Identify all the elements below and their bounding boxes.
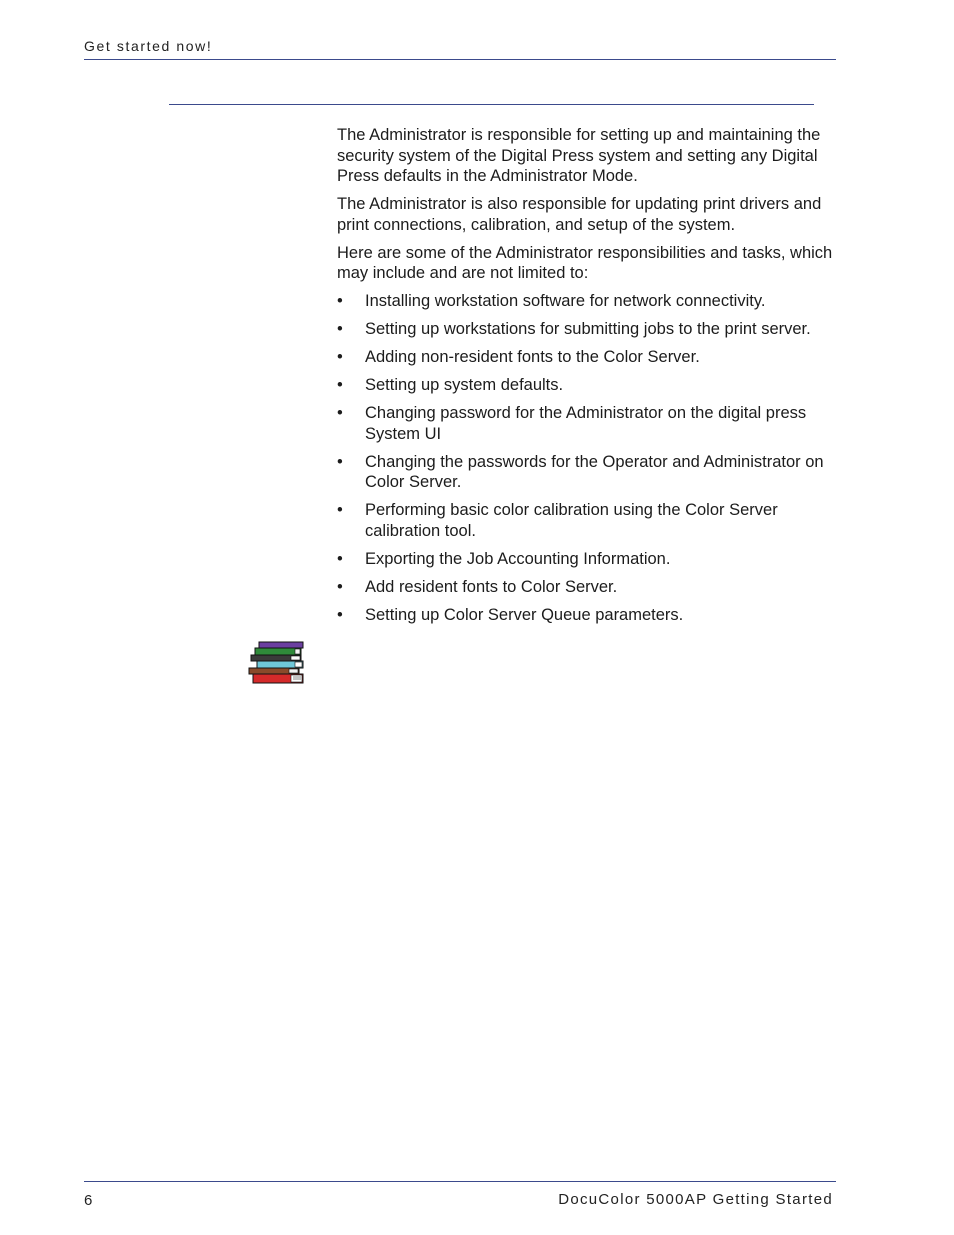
bullet: •	[337, 320, 343, 338]
list-item	[337, 577, 837, 598]
list-item-text: Setting up system defaults.	[365, 376, 564, 394]
books-icon	[247, 640, 307, 688]
bullet: •	[337, 501, 343, 519]
paragraph-responsibility: The Administrator is responsible for setting up and maintaining the security system of the Digital Press system and setting any Digital Press defaults in the Administrator Mode.	[337, 126, 821, 185]
list-item-text: Setting up workstations for submitting jobs to the print server.	[365, 320, 811, 338]
bullet: •	[337, 292, 343, 310]
document-title: DocuColor 5000AP Getting Started	[558, 1191, 833, 1208]
list-item	[337, 375, 837, 396]
list-item	[337, 549, 837, 570]
main-content	[337, 125, 837, 633]
list-item-text: Changing password for the Administrator on the digital press System UI	[365, 404, 807, 443]
list-item-text: Performing basic color calibration using the Color Server calibration tool.	[365, 501, 778, 540]
list-item	[337, 291, 837, 312]
list-item	[337, 403, 837, 444]
bullet: •	[337, 376, 343, 394]
list-item-text: Exporting the Job Accounting Information.	[365, 549, 671, 568]
section-divider	[169, 104, 814, 105]
list-item	[337, 500, 837, 541]
running-header: Get started now!	[84, 38, 213, 54]
bullet: •	[337, 577, 343, 596]
list-item	[337, 347, 837, 368]
bullet: •	[337, 452, 343, 471]
list-item-text: Installing workstation software for network connectivity.	[365, 292, 766, 310]
paragraph-updates: The Administrator is also responsible for updating print drivers and print connections, calibration, and setup of the system.	[337, 195, 822, 234]
header-divider	[84, 59, 836, 60]
list-item	[337, 319, 837, 340]
list-item	[337, 605, 837, 626]
list-item-text: Adding non-resident fonts to the Color Server.	[365, 348, 700, 366]
task-list	[337, 291, 837, 625]
list-item-text: Setting up Color Server Queue parameters.	[365, 605, 684, 624]
page-number: 6	[84, 1192, 93, 1209]
list-item	[337, 452, 837, 493]
list-item-text: Changing the passwords for the Operator and Administrator on Color Server.	[365, 452, 824, 491]
list-item-text: Add resident fonts to Color Server.	[365, 577, 618, 596]
bullet: •	[337, 549, 343, 568]
footer-divider	[84, 1181, 836, 1182]
bullet: •	[337, 348, 343, 366]
bullet: •	[337, 404, 343, 422]
paragraph-intro-list: Here are some of the Administrator responsibilities and tasks, which may include and are not limited to:	[337, 243, 833, 282]
bullet: •	[337, 605, 343, 624]
